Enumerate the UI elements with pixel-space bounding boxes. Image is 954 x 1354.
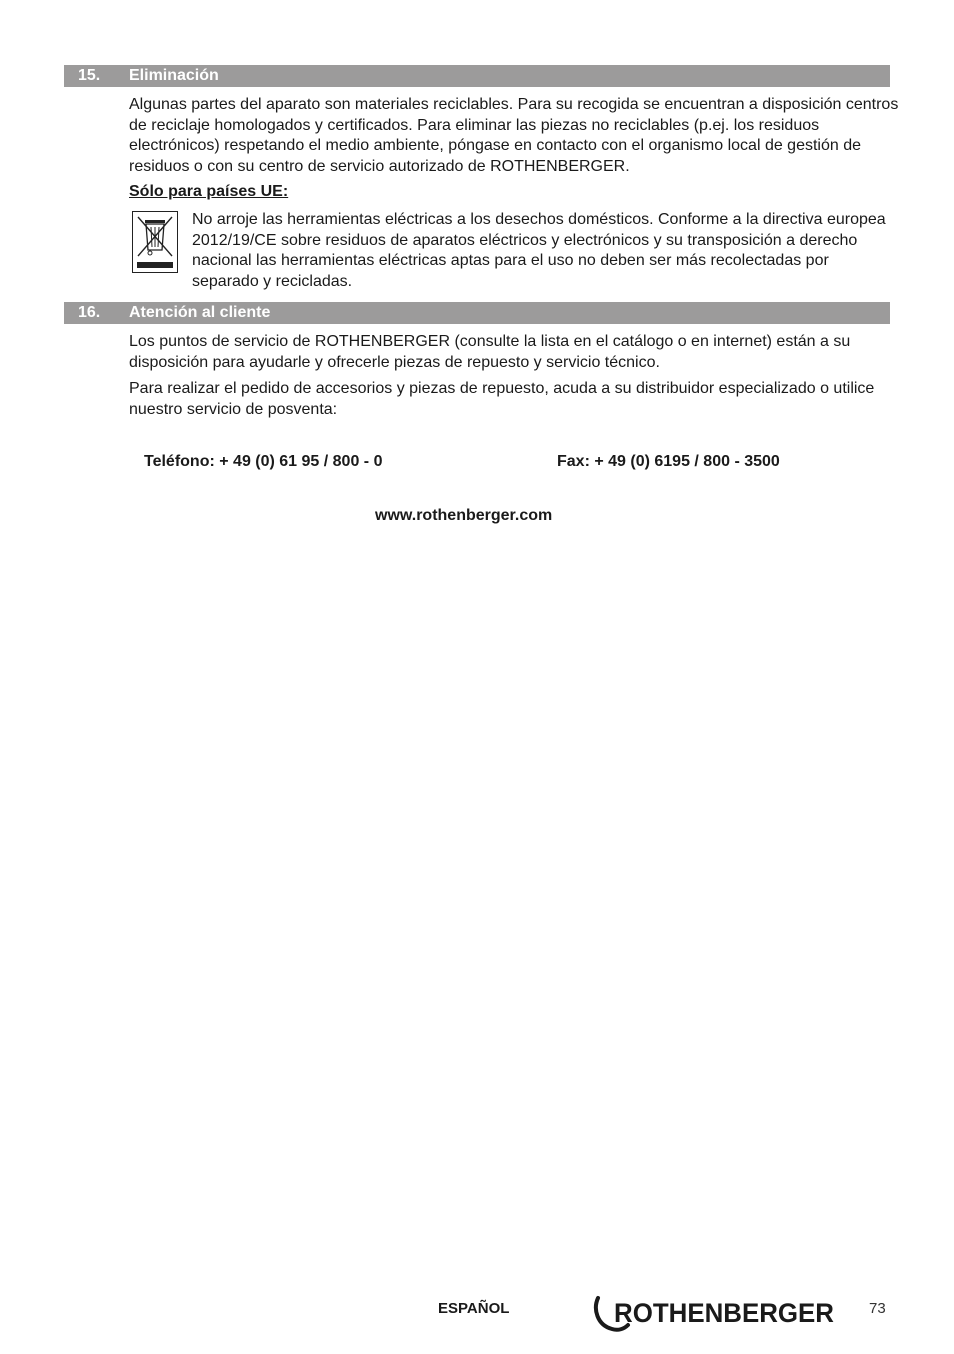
section-title: Eliminación xyxy=(129,67,219,84)
logo-wordmark: ROTHENBERGER xyxy=(614,1298,834,1328)
section-15-header xyxy=(64,65,890,87)
phone-number: Teléfono: + 49 (0) 61 95 / 800 - 0 xyxy=(144,453,383,470)
page-number: 73 xyxy=(869,1300,886,1317)
footer-language: ESPAÑOL xyxy=(438,1300,510,1317)
eu-only-heading: Sólo para países UE: xyxy=(129,183,289,200)
spare-parts-paragraph: Para realizar el pedido de accesorios y piezas de repuesto, acuda a su distribuidor especializado o utilice nuestro servicio de posventa: xyxy=(129,380,875,418)
section-16-header xyxy=(64,302,890,324)
rothenberger-logo xyxy=(592,1295,842,1342)
service-points-paragraph: Los puntos de servicio de ROTHENBERGER (consulte la lista en el catálogo o en internet) están a su disposición para ayudarle y ofrecerle piezas de repuesto y servicio técnico. xyxy=(129,333,851,371)
disposal-paragraph: Algunas partes del aparato son materiales reciclables. Para su recogida se encuentran a disposición centros de reciclaje homologados y certificados. Para eliminar las piezas no reciclables (p.ej. los residuos electrónicos) respetando el medio ambiente, póngase en contacto con el organismo local de gestión de residuos o con su centro de servicio autorizado de ROTHENBERGER. xyxy=(129,96,899,175)
section-title: Atención al cliente xyxy=(129,304,271,321)
section-number: 15. xyxy=(78,67,101,84)
fax-number: Fax: + 49 (0) 6195 / 800 - 3500 xyxy=(557,453,780,470)
website-link[interactable]: www.rothenberger.com xyxy=(375,507,553,524)
section-number: 16. xyxy=(78,304,101,321)
eu-disposal-text: No arroje las herramientas eléctricas a los desechos domésticos. Conforme a la directiva europea 2012/19/CE sobre residuos de aparatos eléctricos y electrónicos y su transposición a derecho nacional las herramientas eléctricas aptas para el uso no deben ser más recolectadas por separado y recicladas. xyxy=(192,211,886,290)
crossed-out-wheelie-bin-icon xyxy=(132,211,178,273)
